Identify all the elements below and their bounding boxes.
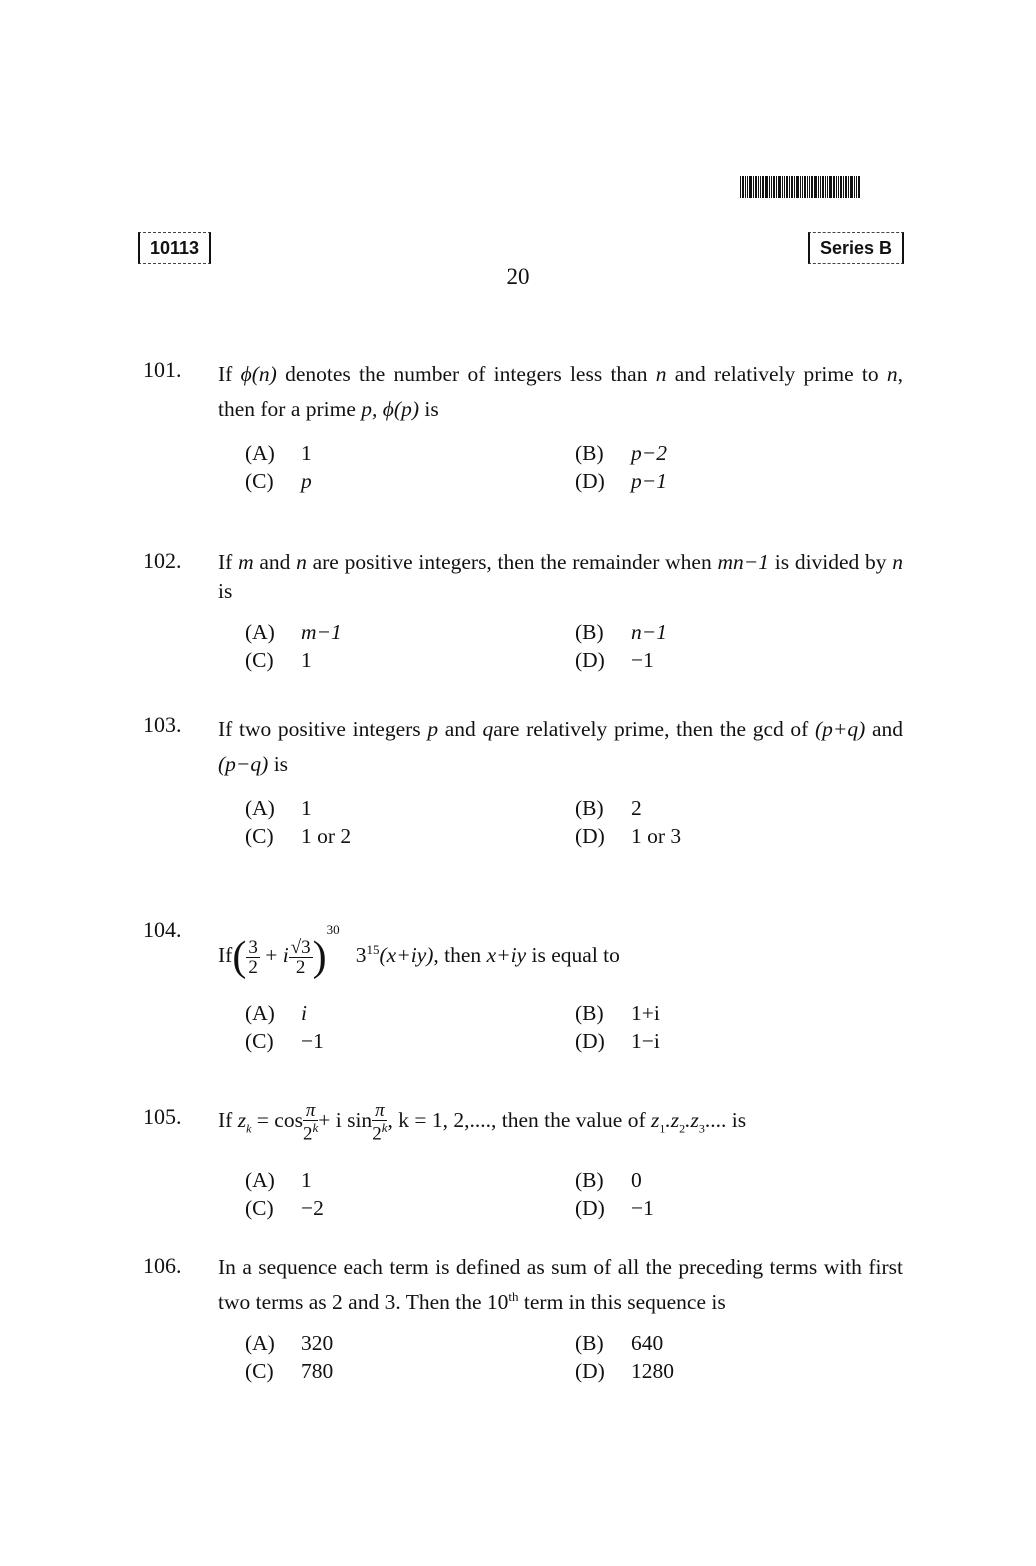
question-text: If m and n are positive integers, then the remainder when mn−1 is divided by n is bbox=[218, 550, 904, 603]
option-c[interactable]: (C) 780 bbox=[245, 1359, 334, 1384]
question-105 bbox=[143, 1090, 903, 1221]
option-c[interactable]: (C) −2 bbox=[245, 1196, 324, 1220]
option-b[interactable]: (B) 1+i bbox=[575, 1001, 660, 1025]
option-c[interactable]: (C) p bbox=[245, 469, 312, 493]
option-a[interactable]: (A) 1 bbox=[245, 1168, 312, 1192]
question-102 bbox=[143, 548, 903, 673]
option-d[interactable]: (D) −1 bbox=[575, 648, 654, 672]
question-106 bbox=[143, 1253, 903, 1384]
option-b[interactable]: (B) 0 bbox=[575, 1168, 642, 1192]
option-b[interactable]: (B) 2 bbox=[575, 796, 642, 820]
options bbox=[245, 1168, 903, 1221]
option-b[interactable]: (B) p−2 bbox=[575, 441, 668, 465]
question-text: If( $\frac{3}{2}$ + i $\frac{√3}{2}$ )$^{30}$ $3^{15}(x+iy)$, then x+iy is equal to bbox=[218, 922, 620, 981]
option-d[interactable]: (D) p−1 bbox=[575, 469, 668, 493]
question-103 bbox=[143, 712, 903, 849]
question-text: In a sequence each term is defined as sum of all the preceding terms with first two terms as 2 and 3. Then the 10th term in this sequence is bbox=[218, 1255, 903, 1315]
question-number: 101. bbox=[143, 357, 182, 382]
option-d[interactable]: (D) 1 or 3 bbox=[575, 824, 682, 848]
barcode bbox=[740, 176, 902, 198]
question-number: 106. bbox=[143, 1253, 182, 1278]
option-d[interactable]: (D) 1−i bbox=[575, 1029, 660, 1053]
question-text: If ϕ(n) denotes the number of integers less than n and relatively prime to n, then for a prime p, ϕ(p) is bbox=[218, 362, 904, 421]
option-c[interactable]: (C) −1 bbox=[245, 1029, 324, 1053]
question-number: 105. bbox=[143, 1104, 182, 1129]
option-d[interactable]: (D) 1280 bbox=[575, 1359, 674, 1384]
question-number: 104. bbox=[143, 917, 182, 942]
paper-code: 10113 bbox=[138, 232, 211, 264]
options bbox=[245, 796, 903, 849]
option-c[interactable]: (C) 1 or 2 bbox=[245, 824, 352, 848]
question-number: 103. bbox=[143, 712, 182, 737]
options bbox=[245, 1001, 903, 1054]
option-b[interactable]: (B) n−1 bbox=[575, 620, 668, 644]
page-number: 20 bbox=[506, 264, 530, 289]
option-a[interactable]: (A) 1 bbox=[245, 796, 312, 820]
option-a[interactable]: (A) 1 bbox=[245, 441, 312, 465]
question-104 bbox=[143, 895, 903, 1054]
options bbox=[245, 620, 903, 673]
options bbox=[245, 441, 903, 494]
question-number: 102. bbox=[143, 548, 182, 573]
option-d[interactable]: (D) −1 bbox=[575, 1196, 654, 1220]
series-label: Series B bbox=[808, 232, 904, 264]
option-a[interactable]: (A) i bbox=[245, 1001, 307, 1025]
option-b[interactable]: (B) 640 bbox=[575, 1331, 664, 1356]
question-101 bbox=[143, 357, 903, 494]
option-a[interactable]: (A) m−1 bbox=[245, 620, 342, 644]
options bbox=[245, 1331, 903, 1384]
question-text: If two positive integers p and qare relatively prime, then the gcd of (p+q) and (p−q) is bbox=[218, 717, 904, 776]
option-c[interactable]: (C) 1 bbox=[245, 648, 312, 672]
option-a[interactable]: (A) 320 bbox=[245, 1331, 334, 1356]
question-text: If $z_k = \cos$ $\frac{\pi}{2^k}$ + i sin $\frac{\pi}{2^k}$ , k = 1, 2,...., then the value of $z_1.z_2.z_3$.... is bbox=[218, 1099, 747, 1145]
